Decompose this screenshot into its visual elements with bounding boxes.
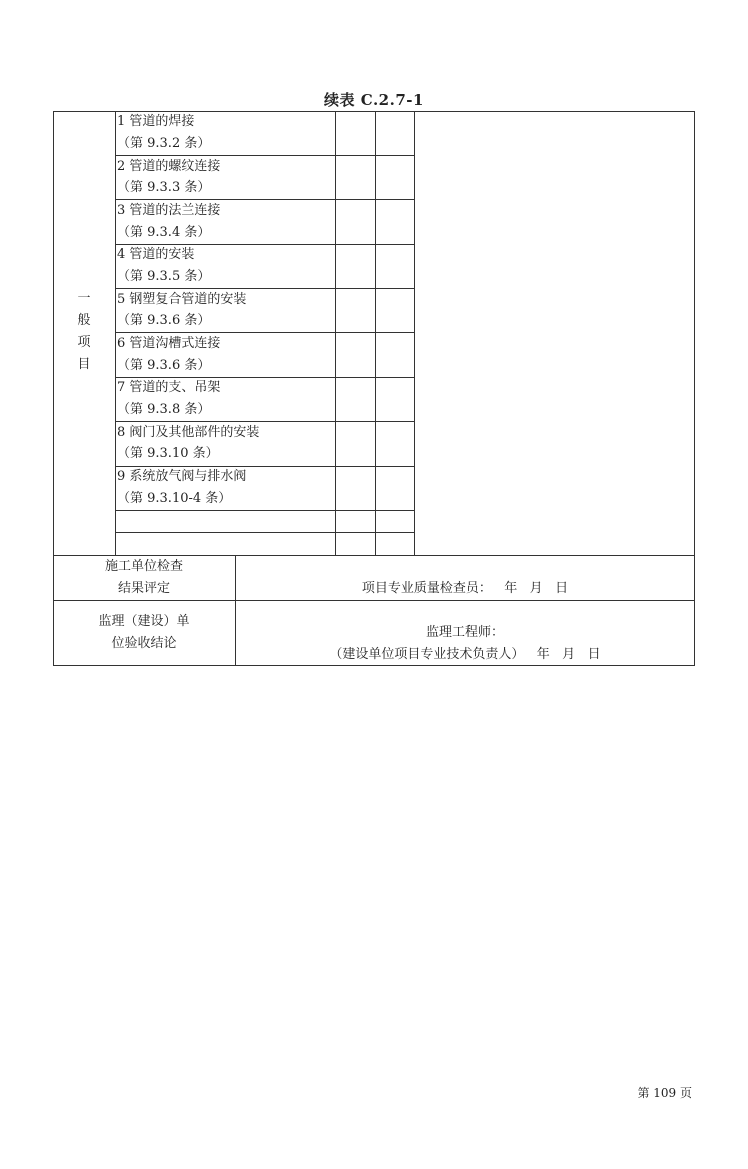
table-right-border bbox=[694, 111, 695, 666]
item-clause: （第 9.3.10-4 条） bbox=[117, 491, 232, 506]
item-clause: （第 9.3.4 条） bbox=[117, 225, 211, 240]
row-separator bbox=[115, 510, 415, 511]
row-separator bbox=[115, 288, 415, 289]
supervision-signature-line1: 监理工程师： bbox=[425, 625, 504, 640]
item-name: 1 管道的焊接 bbox=[117, 114, 195, 129]
item-clause: （第 9.3.6 条） bbox=[117, 313, 211, 328]
row-separator bbox=[115, 377, 415, 378]
item-name: 2 管道的螺纹连接 bbox=[117, 159, 221, 174]
item-name: 8 阀门及其他部件的安装 bbox=[117, 425, 260, 440]
construction-signature: 项目专业质量检查员： 年 月 日 bbox=[361, 581, 569, 596]
supervision-label-line2: 位验收结论 bbox=[111, 636, 177, 651]
item-name: 6 管道沟槽式连接 bbox=[117, 336, 221, 351]
item-divider bbox=[335, 111, 336, 555]
table-top-border bbox=[53, 111, 695, 112]
category-divider bbox=[115, 111, 116, 555]
item-clause: （第 9.3.3 条） bbox=[117, 180, 211, 195]
category-char: 一 bbox=[77, 291, 91, 306]
row-separator bbox=[115, 244, 415, 245]
category-char: 项 bbox=[77, 335, 91, 350]
item-name: 9 系统放气阀与排水阀 bbox=[117, 469, 247, 484]
table-bottom-border bbox=[53, 665, 695, 666]
supervision-label-line1: 监理（建设）单 bbox=[98, 614, 190, 629]
row-separator bbox=[115, 466, 415, 467]
item-clause: （第 9.3.5 条） bbox=[117, 269, 211, 284]
row-separator bbox=[115, 532, 415, 533]
item-name: 5 钢塑复合管道的安装 bbox=[117, 292, 247, 307]
item-name: 4 管道的安装 bbox=[117, 247, 195, 262]
row-separator bbox=[115, 332, 415, 333]
section-separator bbox=[53, 600, 695, 601]
check-col-divider-2 bbox=[414, 111, 415, 555]
category-char: 般 bbox=[77, 313, 91, 328]
item-clause: （第 9.3.2 条） bbox=[117, 136, 211, 151]
row-separator bbox=[115, 421, 415, 422]
row-separator bbox=[115, 155, 415, 156]
section-separator bbox=[53, 555, 695, 556]
category-char: 目 bbox=[77, 357, 91, 372]
item-clause: （第 9.3.6 条） bbox=[117, 358, 211, 373]
item-clause: （第 9.3.10 条） bbox=[117, 446, 219, 461]
row-separator bbox=[115, 199, 415, 200]
check-col-divider-1 bbox=[375, 111, 376, 555]
construction-label-line2: 结果评定 bbox=[117, 581, 170, 596]
item-name: 7 管道的支、吊架 bbox=[117, 380, 221, 395]
construction-label-line1: 施工单位检查 bbox=[104, 559, 183, 574]
item-name: 3 管道的法兰连接 bbox=[117, 203, 221, 218]
supervision-signature-line2: （建设单位项目专业技术负责人） 年 月 日 bbox=[329, 647, 601, 662]
table-title: 续表 C.2.7-1 bbox=[324, 91, 424, 109]
item-clause: （第 9.3.8 条） bbox=[117, 402, 211, 417]
page-number: 第 109 页 bbox=[637, 1086, 692, 1100]
